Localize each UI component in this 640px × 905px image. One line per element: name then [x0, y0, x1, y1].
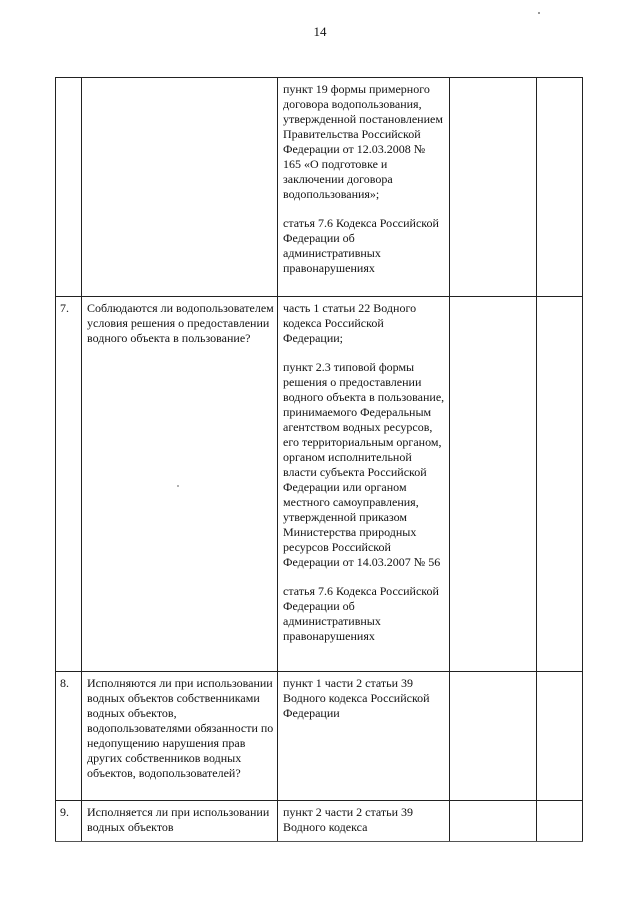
- row-number-cell: [56, 78, 82, 297]
- legal-reference: пункт 19 формы примерного договора водопользования, утвержденной постановлением Правительства Российской Федерации от 12.03.2008 № 165 «О подготовке и заключении договора водопользования»;: [283, 82, 443, 201]
- table-row-7: [56, 297, 583, 672]
- question-cell: Соблюдаются ли водопользователем условия решения о предоставлении водного объекта в пользование?: [82, 297, 278, 672]
- legal-reference-cell: [278, 672, 450, 801]
- legal-reference: статья 7.6 Кодекса Российской Федерации об административных правонарушениях: [283, 216, 439, 275]
- row-number-cell: 9.: [56, 801, 82, 842]
- legal-reference: пункт 2 части 2 статьи 39 Водного кодекса: [283, 805, 413, 834]
- legal-reference-cell: [278, 297, 450, 672]
- note-cell: [537, 672, 583, 801]
- legal-reference: статья 7.6 Кодекса Российской Федерации об административных правонарушениях: [283, 584, 439, 643]
- question-cell: [82, 78, 278, 297]
- row-number-cell: 7.: [56, 297, 82, 672]
- answer-cell: [450, 672, 537, 801]
- answer-cell: [450, 297, 537, 672]
- legal-reference-cell: [278, 78, 450, 297]
- answer-cell: [450, 78, 537, 297]
- table-row-8: [56, 672, 583, 801]
- checklist-table: [55, 77, 583, 842]
- scan-speck: [538, 12, 540, 14]
- page-number: 14: [313, 24, 327, 39]
- note-cell: [537, 78, 583, 297]
- note-cell: [537, 801, 583, 842]
- legal-reference-cell: [278, 801, 450, 842]
- table-row-continuation: [56, 78, 583, 297]
- legal-reference: пункт 2.3 типовой формы решения о предоставлении водного объекта в пользование, принимаемого Федеральным агентством водных ресурсов, его территориальным органом, органом исполнительной власти субъекта Российской Федерации или органом местного самоуправления, утвержденной приказом Министерства природных ресурсов Российской Федерации от 14.03.2007 № 56: [283, 360, 445, 569]
- legal-reference: пункт 1 части 2 статьи 39 Водного кодекса Российской Федерации: [283, 676, 430, 720]
- table-row-9: [56, 801, 583, 842]
- row-number-cell: 8.: [56, 672, 82, 801]
- question-cell: Исполняется ли при использовании водных объектов: [82, 801, 278, 842]
- answer-cell: [450, 801, 537, 842]
- legal-reference: часть 1 статьи 22 Водного кодекса Российской Федерации;: [283, 301, 417, 345]
- note-cell: [537, 297, 583, 672]
- question-cell: Исполняются ли при использовании водных объектов собственниками водных объектов, водопользователями обязанности по недопущению нарушения прав других собственников водных объектов, водопользователей?: [82, 672, 278, 801]
